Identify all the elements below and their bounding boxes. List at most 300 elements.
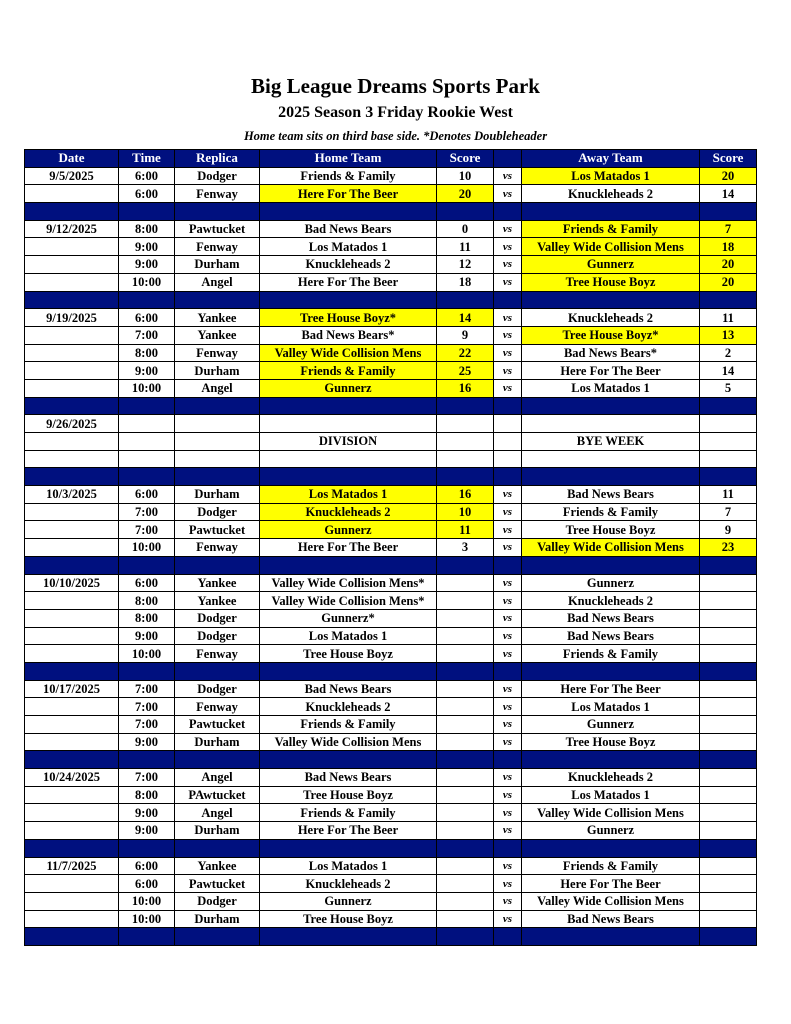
date-cell: 10/24/2025 [25, 769, 119, 787]
separator-cell [494, 839, 522, 857]
game-row [25, 627, 757, 645]
date-cell [25, 698, 119, 716]
schedule-table [24, 149, 757, 946]
separator-cell [522, 203, 700, 221]
game-row [25, 875, 757, 893]
home-team-cell: Here For The Beer [260, 539, 437, 557]
away-team-cell: Tree House Boyz [522, 273, 700, 291]
away-score-cell [700, 857, 757, 875]
game-row [25, 503, 757, 521]
away-score-cell [700, 415, 757, 433]
game-row [25, 857, 757, 875]
time-cell: 7:00 [119, 698, 175, 716]
separator-cell [119, 662, 175, 680]
date-cell [25, 273, 119, 291]
away-score-cell [700, 804, 757, 822]
vs-cell: vs [494, 592, 522, 610]
separator-cell [25, 662, 119, 680]
away-score-cell: 11 [700, 486, 757, 504]
home-team-cell: Valley Wide Collision Mens [260, 344, 437, 362]
time-cell: 9:00 [119, 238, 175, 256]
away-score-cell: 5 [700, 379, 757, 397]
home-team-cell: Knuckleheads 2 [260, 698, 437, 716]
away-team-cell: Valley Wide Collision Mens [522, 892, 700, 910]
game-row [25, 167, 757, 185]
replica-cell: Yankee [175, 857, 260, 875]
date-cell: 10/17/2025 [25, 680, 119, 698]
separator-cell [175, 662, 260, 680]
game-row [25, 698, 757, 716]
home-team-cell: Here For The Beer [260, 273, 437, 291]
home-score-cell [437, 645, 494, 663]
separator-cell [260, 662, 437, 680]
time-cell: 7:00 [119, 521, 175, 539]
col-replica: Replica [175, 150, 260, 168]
home-score-cell [437, 892, 494, 910]
replica-cell: Dodger [175, 503, 260, 521]
time-cell: 9:00 [119, 804, 175, 822]
separator-cell [700, 662, 757, 680]
vs-cell: vs [494, 875, 522, 893]
replica-cell: Durham [175, 910, 260, 928]
home-team-cell: Gunnerz [260, 892, 437, 910]
game-row [25, 574, 757, 592]
home-team-cell: Valley Wide Collision Mens* [260, 592, 437, 610]
away-team-cell: Knuckleheads 2 [522, 592, 700, 610]
away-score-cell [700, 698, 757, 716]
away-team-cell: Friends & Family [522, 503, 700, 521]
replica-cell: Pawtucket [175, 875, 260, 893]
vs-cell: vs [494, 344, 522, 362]
home-team-cell: Bad News Bears [260, 220, 437, 238]
separator-cell [25, 397, 119, 415]
home-score-cell [437, 875, 494, 893]
separator-cell [25, 556, 119, 574]
replica-cell: Dodger [175, 680, 260, 698]
separator-cell [494, 928, 522, 946]
away-team-cell: Here For The Beer [522, 362, 700, 380]
separator-cell [260, 556, 437, 574]
game-row [25, 309, 757, 327]
away-team-cell [522, 415, 700, 433]
vs-cell: vs [494, 822, 522, 840]
week-separator [25, 928, 757, 946]
replica-cell: Pawtucket [175, 521, 260, 539]
replica-cell: Angel [175, 804, 260, 822]
away-team-cell: Los Matados 1 [522, 698, 700, 716]
game-row [25, 273, 757, 291]
date-cell [25, 592, 119, 610]
home-team-cell: Here For The Beer [260, 822, 437, 840]
home-team-cell: Friends & Family [260, 804, 437, 822]
home-score-cell: 20 [437, 185, 494, 203]
vs-cell: vs [494, 892, 522, 910]
page-title: Big League Dreams Sports Park [251, 74, 540, 98]
time-cell: 7:00 [119, 326, 175, 344]
date-cell [25, 521, 119, 539]
away-team-cell: Bad News Bears* [522, 344, 700, 362]
header-row [25, 150, 757, 168]
time-cell: 6:00 [119, 486, 175, 504]
home-score-cell: 9 [437, 326, 494, 344]
game-row [25, 592, 757, 610]
game-row [25, 822, 757, 840]
game-row [25, 256, 757, 274]
vs-cell [494, 450, 522, 468]
vs-cell: vs [494, 256, 522, 274]
vs-cell: vs [494, 857, 522, 875]
game-row [25, 185, 757, 203]
replica-cell: Angel [175, 273, 260, 291]
separator-cell [522, 468, 700, 486]
away-team-cell: Valley Wide Collision Mens [522, 539, 700, 557]
away-team-cell: Valley Wide Collision Mens [522, 238, 700, 256]
vs-cell: vs [494, 503, 522, 521]
game-row [25, 220, 757, 238]
date-cell [25, 804, 119, 822]
home-score-cell [437, 627, 494, 645]
home-score-cell: 10 [437, 503, 494, 521]
home-team-cell: Los Matados 1 [260, 857, 437, 875]
away-score-cell [700, 450, 757, 468]
home-team-cell [260, 450, 437, 468]
game-row [25, 892, 757, 910]
date-cell [25, 539, 119, 557]
replica-cell: Dodger [175, 167, 260, 185]
vs-cell: vs [494, 273, 522, 291]
replica-cell: Dodger [175, 627, 260, 645]
separator-cell [25, 203, 119, 221]
time-cell: 7:00 [119, 769, 175, 787]
separator-cell [437, 662, 494, 680]
replica-cell: Durham [175, 822, 260, 840]
separator-cell [437, 839, 494, 857]
away-score-cell: 18 [700, 238, 757, 256]
separator-cell [494, 662, 522, 680]
home-team-cell: Friends & Family [260, 716, 437, 734]
col-vs [494, 150, 522, 168]
away-score-cell [700, 733, 757, 751]
away-score-cell: 14 [700, 185, 757, 203]
separator-cell [437, 556, 494, 574]
home-score-cell: 10 [437, 167, 494, 185]
vs-cell: vs [494, 627, 522, 645]
away-team-cell: Here For The Beer [522, 875, 700, 893]
date-cell: 9/26/2025 [25, 415, 119, 433]
away-score-cell: 20 [700, 167, 757, 185]
separator-cell [494, 291, 522, 309]
away-score-cell [700, 645, 757, 663]
away-score-cell [700, 680, 757, 698]
separator-cell [175, 839, 260, 857]
separator-cell [700, 928, 757, 946]
game-row [25, 521, 757, 539]
schedule-note: Home team sits on third base side. *Denotes Doubleheader [243, 129, 548, 143]
week-separator [25, 556, 757, 574]
replica-cell: Durham [175, 256, 260, 274]
date-cell: 9/5/2025 [25, 167, 119, 185]
game-row [25, 786, 757, 804]
separator-cell [260, 203, 437, 221]
separator-cell [700, 556, 757, 574]
vs-cell: vs [494, 362, 522, 380]
home-team-cell: Tree House Boyz* [260, 309, 437, 327]
week-separator [25, 203, 757, 221]
separator-cell [522, 839, 700, 857]
time-cell: 9:00 [119, 256, 175, 274]
date-cell [25, 627, 119, 645]
time-cell: 8:00 [119, 786, 175, 804]
replica-cell [175, 415, 260, 433]
vs-cell: vs [494, 769, 522, 787]
separator-cell [522, 291, 700, 309]
home-score-cell [437, 822, 494, 840]
replica-cell [175, 433, 260, 451]
date-cell [25, 503, 119, 521]
game-row [25, 769, 757, 787]
time-cell: 10:00 [119, 910, 175, 928]
time-cell: 10:00 [119, 645, 175, 663]
game-row [25, 716, 757, 734]
week-separator [25, 839, 757, 857]
separator-cell [700, 291, 757, 309]
away-team-cell: Tree House Boyz* [522, 326, 700, 344]
replica-cell: Durham [175, 733, 260, 751]
away-team-cell: Knuckleheads 2 [522, 185, 700, 203]
separator-cell [260, 928, 437, 946]
away-score-cell: 2 [700, 344, 757, 362]
home-score-cell [437, 804, 494, 822]
separator-cell [119, 397, 175, 415]
home-score-cell: 16 [437, 486, 494, 504]
vs-cell: vs [494, 786, 522, 804]
vs-cell: vs [494, 698, 522, 716]
replica-cell: Fenway [175, 539, 260, 557]
vs-cell: vs [494, 645, 522, 663]
separator-cell [437, 203, 494, 221]
time-cell: 9:00 [119, 733, 175, 751]
separator-cell [522, 928, 700, 946]
vs-cell: vs [494, 574, 522, 592]
home-team-cell: Bad News Bears [260, 769, 437, 787]
date-cell [25, 892, 119, 910]
col-home-score: Score [437, 150, 494, 168]
separator-cell [119, 751, 175, 769]
time-cell: 8:00 [119, 592, 175, 610]
home-team-cell: Gunnerz [260, 521, 437, 539]
vs-cell: vs [494, 539, 522, 557]
separator-cell [25, 839, 119, 857]
time-cell: 10:00 [119, 379, 175, 397]
vs-cell: vs [494, 609, 522, 627]
separator-cell [700, 468, 757, 486]
week-separator [25, 751, 757, 769]
separator-cell [522, 662, 700, 680]
time-cell: 7:00 [119, 680, 175, 698]
home-team-cell: Bad News Bears [260, 680, 437, 698]
separator-cell [175, 291, 260, 309]
date-cell [25, 256, 119, 274]
home-team-cell: Knuckleheads 2 [260, 503, 437, 521]
time-cell: 9:00 [119, 362, 175, 380]
replica-cell: Angel [175, 379, 260, 397]
separator-cell [260, 397, 437, 415]
home-score-cell [437, 680, 494, 698]
separator-cell [260, 291, 437, 309]
date-cell: 10/10/2025 [25, 574, 119, 592]
separator-cell [522, 751, 700, 769]
away-score-cell: 9 [700, 521, 757, 539]
col-away-team: Away Team [522, 150, 700, 168]
away-score-cell [700, 822, 757, 840]
vs-cell: vs [494, 220, 522, 238]
separator-cell [119, 928, 175, 946]
separator-cell [25, 468, 119, 486]
time-cell [119, 450, 175, 468]
home-score-cell [437, 592, 494, 610]
home-score-cell [437, 716, 494, 734]
away-team-cell: Knuckleheads 2 [522, 769, 700, 787]
vs-cell: vs [494, 733, 522, 751]
replica-cell: Yankee [175, 592, 260, 610]
date-cell [25, 344, 119, 362]
home-score-cell: 11 [437, 521, 494, 539]
date-cell [25, 379, 119, 397]
home-team-cell: Los Matados 1 [260, 486, 437, 504]
week-separator [25, 662, 757, 680]
home-score-cell: 11 [437, 238, 494, 256]
time-cell: 9:00 [119, 627, 175, 645]
home-score-cell [437, 574, 494, 592]
separator-cell [260, 468, 437, 486]
away-score-cell [700, 786, 757, 804]
page-subtitle: 2025 Season 3 Friday Rookie West [278, 104, 513, 121]
away-team-cell: Los Matados 1 [522, 379, 700, 397]
away-team-cell: Here For The Beer [522, 680, 700, 698]
away-score-cell [700, 609, 757, 627]
home-team-cell: Bad News Bears* [260, 326, 437, 344]
separator-cell [119, 468, 175, 486]
away-score-cell [700, 627, 757, 645]
separator-cell [25, 291, 119, 309]
away-team-cell: Bad News Bears [522, 609, 700, 627]
time-cell: 10:00 [119, 539, 175, 557]
away-score-cell [700, 716, 757, 734]
col-away-score: Score [700, 150, 757, 168]
separator-cell [175, 203, 260, 221]
vs-cell: vs [494, 680, 522, 698]
home-team-cell: Here For The Beer [260, 185, 437, 203]
separator-cell [494, 203, 522, 221]
away-score-cell [700, 769, 757, 787]
home-score-cell: 14 [437, 309, 494, 327]
date-cell [25, 645, 119, 663]
away-score-cell: 14 [700, 362, 757, 380]
separator-cell [260, 839, 437, 857]
away-score-cell [700, 433, 757, 451]
home-team-cell: Friends & Family [260, 362, 437, 380]
separator-cell [175, 556, 260, 574]
home-team-cell: Valley Wide Collision Mens* [260, 574, 437, 592]
home-team-cell: Gunnerz* [260, 609, 437, 627]
separator-cell [437, 291, 494, 309]
away-team-cell: Friends & Family [522, 857, 700, 875]
game-row [25, 238, 757, 256]
home-score-cell: 12 [437, 256, 494, 274]
away-team-cell: Bad News Bears [522, 627, 700, 645]
home-score-cell: 18 [437, 273, 494, 291]
time-cell: 9:00 [119, 822, 175, 840]
separator-cell [700, 751, 757, 769]
time-cell: 8:00 [119, 344, 175, 362]
home-score-cell [437, 733, 494, 751]
col-time: Time [119, 150, 175, 168]
away-team-cell: Friends & Family [522, 220, 700, 238]
separator-cell [700, 203, 757, 221]
replica-cell: Fenway [175, 238, 260, 256]
game-row [25, 415, 757, 433]
separator-cell [437, 397, 494, 415]
game-row [25, 379, 757, 397]
replica-cell: Dodger [175, 609, 260, 627]
away-team-cell: Gunnerz [522, 574, 700, 592]
separator-cell [260, 751, 437, 769]
away-team-cell: BYE WEEK [522, 433, 700, 451]
home-score-cell [437, 415, 494, 433]
away-score-cell [700, 910, 757, 928]
home-score-cell [437, 769, 494, 787]
date-cell [25, 822, 119, 840]
home-score-cell [437, 433, 494, 451]
game-row [25, 486, 757, 504]
vs-cell [494, 415, 522, 433]
col-home-team: Home Team [260, 150, 437, 168]
home-score-cell [437, 857, 494, 875]
separator-cell [494, 556, 522, 574]
vs-cell: vs [494, 804, 522, 822]
date-cell [25, 716, 119, 734]
away-score-cell: 7 [700, 503, 757, 521]
separator-cell [494, 397, 522, 415]
date-cell [25, 875, 119, 893]
replica-cell: Dodger [175, 892, 260, 910]
home-score-cell [437, 910, 494, 928]
away-team-cell: Bad News Bears [522, 910, 700, 928]
game-row [25, 733, 757, 751]
home-score-cell: 16 [437, 379, 494, 397]
away-team-cell: Tree House Boyz [522, 521, 700, 539]
away-team-cell: Friends & Family [522, 645, 700, 663]
vs-cell: vs [494, 185, 522, 203]
separator-cell [494, 751, 522, 769]
home-score-cell [437, 698, 494, 716]
replica-cell: Yankee [175, 574, 260, 592]
date-cell [25, 326, 119, 344]
time-cell: 8:00 [119, 609, 175, 627]
vs-cell: vs [494, 238, 522, 256]
home-team-cell: Knuckleheads 2 [260, 875, 437, 893]
home-score-cell: 3 [437, 539, 494, 557]
home-team-cell: Los Matados 1 [260, 238, 437, 256]
date-cell [25, 238, 119, 256]
date-cell: 10/3/2025 [25, 486, 119, 504]
away-team-cell: Tree House Boyz [522, 733, 700, 751]
away-score-cell [700, 574, 757, 592]
home-team-cell: Tree House Boyz [260, 786, 437, 804]
separator-cell [25, 751, 119, 769]
replica-cell: Yankee [175, 309, 260, 327]
vs-cell: vs [494, 716, 522, 734]
